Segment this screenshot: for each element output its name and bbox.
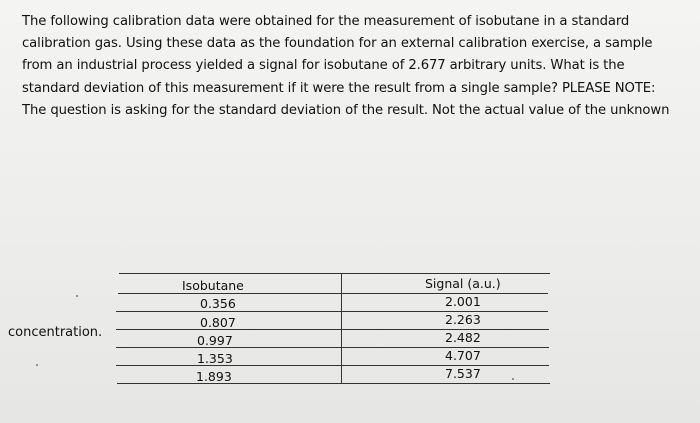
table-header-isobutane: Isobutane (182, 278, 244, 293)
table-rule (116, 365, 549, 366)
table-rule (117, 383, 550, 384)
stray-mark (76, 295, 78, 297)
concentration-label: concentration. (8, 325, 103, 340)
calibration-table (116, 273, 550, 385)
table-header-signal: Signal (a.u.) (425, 276, 501, 291)
table-cell-isobutane: 0.807 (200, 315, 236, 330)
table-cell-isobutane: 0.356 (200, 296, 236, 311)
table-cell-signal: 2.001 (445, 294, 481, 309)
table-rule (116, 347, 549, 348)
stray-mark (36, 364, 38, 366)
table-rule (116, 329, 549, 330)
table-cell-signal: 2.263 (445, 312, 481, 327)
table-column-divider (341, 273, 342, 384)
table-cell-isobutane: 1.353 (197, 351, 233, 366)
question-text (22, 11, 694, 122)
table-cell-isobutane: 0.997 (197, 333, 233, 348)
stray-mark (512, 378, 514, 380)
question-line: standard deviation of this measurement if it were the result from a single sample? PLEASE NOTE: (22, 80, 656, 96)
table-cell-signal: 2.482 (445, 330, 481, 345)
question-line: The following calibration data were obtained for the measurement of isobutane in a standard (22, 14, 630, 29)
table-cell-signal: 4.707 (445, 348, 481, 363)
table-cell-signal: 7.537 (445, 366, 481, 381)
question-line: from an industrial process yielded a signal for isobutane of 2.677 arbitrary units. What is the (22, 58, 625, 74)
table-rule (116, 311, 548, 312)
table-rule (119, 273, 550, 274)
question-line: The question is asking for the standard deviation of the result. Not the actual value of the unknown (22, 102, 670, 118)
table-cell-isobutane: 1.893 (196, 369, 232, 384)
question-line: calibration gas. Using these data as the foundation for an external calibration exercise, a sample (22, 36, 653, 52)
table-rule (118, 293, 548, 294)
